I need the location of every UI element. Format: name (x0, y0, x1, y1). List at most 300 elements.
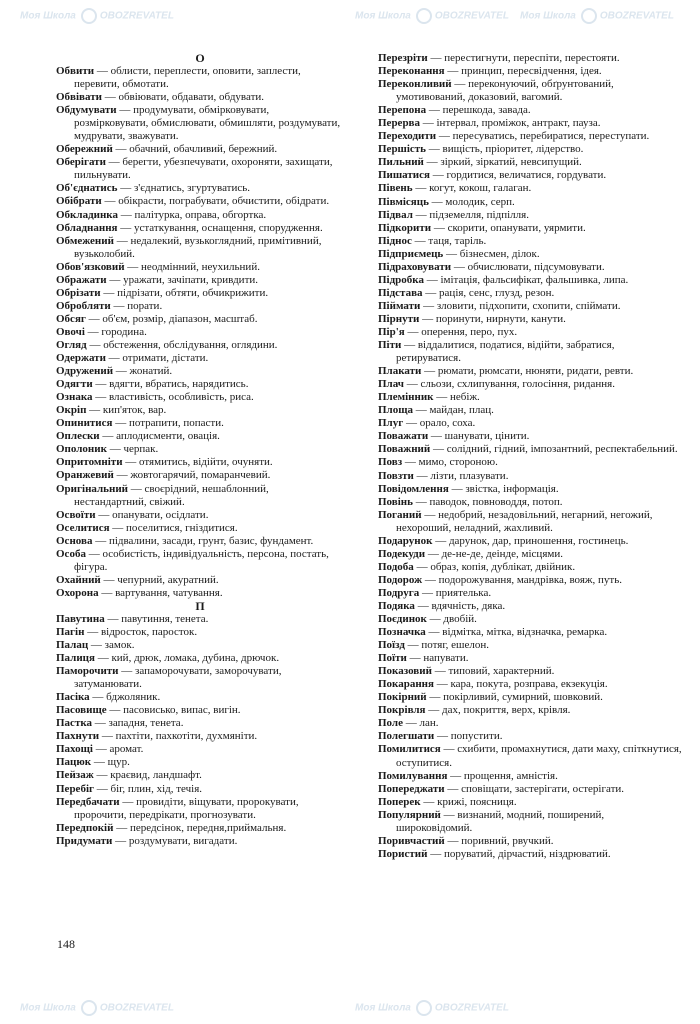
watermark-logo-icon (81, 1000, 97, 1016)
entry-headword: Обвівати (56, 91, 102, 104)
entry-synonyms: — обстеження, обслідування, оглядини. (89, 338, 278, 351)
watermark-brand: OBOZREVATEL (99, 10, 174, 22)
entry-headword: Підвал (378, 208, 413, 221)
entry-headword: Перезріти (378, 52, 428, 64)
entry-synonyms: — щур. (93, 756, 130, 769)
entry-headword: Плуг (378, 417, 404, 430)
entry-synonyms: — обікрасти, пограбувати, обчистити, обідрати. (104, 195, 330, 208)
entry-headword: Подоба (378, 560, 414, 573)
entry-synonyms: — жонатий. (115, 365, 173, 378)
entry-synonyms: — потяг, ешелон. (407, 639, 490, 652)
dictionary-entry (56, 730, 344, 743)
entry-synonyms: — лізти, плазувати. (416, 469, 509, 482)
dictionary-entry (378, 378, 682, 391)
dictionary-entry (56, 156, 344, 182)
entry-synonyms: — роздумувати, вигадати. (115, 834, 238, 847)
entry-headword: Переходити (378, 130, 437, 143)
entry-headword: Пір'я (378, 325, 405, 338)
dictionary-entry (56, 195, 344, 208)
entry-headword: Передпокій (56, 821, 114, 834)
dictionary-entry (378, 339, 682, 365)
entry-synonyms: — краєвид, ландшафт. (96, 769, 202, 782)
dictionary-entry (56, 626, 344, 639)
entry-synonyms: — своєрідний, нешаблонний, нестандартний, свіжий. (74, 482, 269, 508)
entry-synonyms: — перестигнути, переспіти, перестояти. (430, 52, 620, 64)
dictionary-entry (378, 509, 682, 535)
dictionary-entry (378, 613, 682, 626)
dictionary-entry (378, 313, 682, 326)
entry-synonyms: — провидіти, віщувати, пророкувати, пророчити, передрікати, прогнозувати. (74, 795, 299, 821)
entry-synonyms: — попустити. (436, 730, 503, 743)
entry-headword: Плач (378, 378, 404, 391)
dictionary-entry (378, 261, 682, 274)
watermark (20, 1000, 174, 1016)
dictionary-entry (56, 574, 344, 587)
dictionary-entry (378, 78, 682, 104)
entry-synonyms: — майдан, плац. (415, 404, 494, 417)
dictionary-entry (378, 704, 682, 717)
entry-headword: Покірний (378, 691, 427, 704)
entry-synonyms: — гордитися, величатися, гордувати. (432, 169, 607, 182)
entry-headword: Обдумувати (56, 104, 117, 117)
right-column (378, 52, 682, 861)
watermark-logo-icon (416, 8, 432, 24)
entry-headword: Підробка (378, 273, 424, 286)
entry-headword: Обвити (56, 65, 95, 77)
dictionary-entry (378, 196, 682, 209)
entry-headword: Пильний (378, 156, 424, 169)
entry-synonyms: — неодмінний, неухильний. (127, 260, 260, 273)
entry-headword: Поєдинок (378, 613, 427, 626)
entry-headword: Подекуди (378, 547, 426, 560)
entry-headword: Переконливий (378, 78, 452, 91)
dictionary-entry (378, 182, 682, 195)
entry-headword: Першість (378, 143, 427, 156)
entry-synonyms: — особистість, індивідуальність, персона, постать, фігура. (74, 547, 329, 573)
entry-headword: Популярний (378, 808, 441, 821)
entry-headword: Площа (378, 404, 414, 417)
entry-synonyms: — поривний, рвучкий. (447, 834, 554, 847)
entry-headword: Оселитися (56, 521, 110, 534)
entry-synonyms: — прощення, амністія. (450, 769, 558, 782)
entry-headword: Пасіка (56, 691, 90, 704)
dictionary-entry (56, 430, 344, 443)
dictionary-entry (56, 783, 344, 796)
entry-headword: Оберігати (56, 156, 106, 169)
entry-headword: Поїзд (378, 639, 405, 652)
entry-synonyms: — вищість, пріоритет, лідерство. (428, 143, 584, 156)
dictionary-entry (378, 169, 682, 182)
dictionary-entry (378, 470, 682, 483)
entry-synonyms: — уражати, зачіпати, кривдити. (109, 273, 259, 286)
entry-headword: Попереджати (378, 782, 445, 795)
entry-headword: Обкладинка (56, 208, 118, 221)
entry-synonyms: — підземелля, підпілля. (415, 208, 529, 221)
entry-headword: Подруга (378, 586, 420, 599)
watermark-school: Моя Школа (520, 10, 576, 22)
entry-headword: Придумати (56, 834, 113, 847)
dictionary-entry (56, 65, 344, 91)
dictionary-entry (56, 182, 344, 195)
entry-headword: Овочі (56, 325, 85, 338)
entry-headword: Обробляти (56, 299, 111, 312)
entry-synonyms: — де-не-де, деінде, місцями. (427, 547, 563, 560)
entry-headword: Обібрати (56, 195, 102, 208)
dictionary-entry (378, 548, 682, 561)
entry-synonyms: — зіркий, зіркатий, невсипущий. (426, 156, 582, 169)
entry-headword: Опритомніти (56, 456, 123, 469)
entry-headword: Павутина (56, 612, 105, 625)
dictionary-entry (56, 535, 344, 548)
dictionary-entry (378, 222, 682, 235)
entry-synonyms: — крижі, поясниця. (423, 795, 517, 808)
entry-synonyms: — продумувати, обмірковувати, розмірковувати, обмислювати, обмишляти, роздумувати, мудрувати, зважувати. (74, 104, 341, 143)
entry-synonyms: — пересуватись, перебиратися, переступати. (438, 130, 650, 143)
entry-synonyms: — рюмати, рюмсати, нюняти, ридати, ревти. (424, 365, 634, 378)
entry-synonyms: — сповіщати, застерігати, остерігати. (447, 782, 625, 795)
entry-synonyms: — переконуючий, обґрунтований, умотивований, доказовий, вагомий. (396, 78, 614, 104)
entry-headword: Пористий (378, 847, 428, 860)
entry-synonyms: — паводок, повноводдя, потоп. (415, 495, 563, 508)
entry-headword: Пахощі (56, 743, 93, 756)
entry-synonyms: — інтервал, проміжок, антракт, пауза. (422, 117, 601, 130)
entry-synonyms: — замок. (90, 639, 135, 652)
entry-headword: Поривчастий (378, 834, 445, 847)
entry-synonyms: — отямитись, відійти, очуняти. (125, 456, 273, 469)
section-letter: О (195, 51, 205, 65)
entry-synonyms: — черпак. (109, 443, 159, 456)
watermark-school: Моя Школа (20, 10, 76, 22)
entry-headword: Одягти (56, 378, 93, 391)
dictionary-entry (56, 404, 344, 417)
dictionary-entry (378, 209, 682, 222)
entry-synonyms: — відросток, паросток. (87, 625, 198, 638)
dictionary-entry (56, 822, 344, 835)
entry-headword: Поле (378, 717, 403, 730)
dictionary-entry (56, 222, 344, 235)
entry-synonyms: — облисти, переплести, оповити, заплести, перевити, обмотати. (74, 65, 301, 91)
dictionary-entry (56, 209, 344, 222)
entry-headword: Племінник (378, 391, 434, 404)
dictionary-entry (56, 469, 344, 482)
entry-headword: Обладнання (56, 221, 118, 234)
entry-headword: Поперек (378, 795, 421, 808)
entry-synonyms: — підрізати, обтяти, обчикрижити. (103, 286, 269, 299)
entry-synonyms: — імітація, фальсифікат, фальшивка, липа. (426, 273, 629, 286)
dictionary-entry (56, 548, 344, 574)
entry-headword: Підкорити (378, 221, 432, 234)
dictionary-entry (56, 743, 344, 756)
entry-headword: Освоїти (56, 508, 96, 521)
entry-synonyms: — вартування, чатування. (101, 586, 223, 599)
watermark-brand: OBOZREVATEL (99, 1002, 174, 1014)
dictionary-entry (56, 639, 344, 652)
watermark-school: Моя Школа (355, 1002, 411, 1014)
entry-synonyms: — з'єднатись, згуртуватись. (120, 182, 251, 195)
entry-headword: Піймати (378, 299, 421, 312)
dictionary-entry (378, 287, 682, 300)
dictionary-entry (378, 430, 682, 443)
entry-headword: Опинитися (56, 417, 113, 430)
entry-synonyms: — аплодисменти, овація. (102, 430, 220, 443)
entry-synonyms: — павутиння, тенета. (107, 612, 209, 625)
entry-synonyms: — обчислювати, підсумовувати. (453, 260, 605, 273)
entry-synonyms: — кара, покута, розправа, екзекуція. (436, 678, 608, 691)
entry-headword: Подорож (378, 573, 423, 586)
dictionary-entry (56, 704, 344, 717)
entry-headword: Ображати (56, 273, 107, 286)
entry-synonyms: — відмітка, мітка, відзначка, ремарка. (428, 626, 608, 639)
dictionary-entry (56, 652, 344, 665)
entry-synonyms: — чепурний, акуратний. (103, 573, 219, 586)
entry-headword: Плакати (378, 365, 422, 378)
entry-synonyms: — аромат. (95, 743, 144, 756)
entry-headword: Подяка (378, 599, 415, 612)
dictionary-entry (56, 91, 344, 104)
dictionary-entry (378, 600, 682, 613)
entry-synonyms: — кип'яток, вар. (89, 404, 167, 417)
watermark (355, 8, 509, 24)
entry-synonyms: — схибити, промахнутися, дати маху, спіткнутися, оступитися. (396, 743, 682, 769)
entry-synonyms: — покірливий, сумирний, шовковий. (429, 691, 603, 704)
dictionary-entry (56, 613, 344, 626)
entry-synonyms: — дах, покриття, верх, крівля. (428, 704, 571, 717)
dictionary-entry (56, 443, 344, 456)
entry-headword: Полегшати (378, 730, 435, 743)
dictionary-entry (56, 313, 344, 326)
entry-headword: Півень (378, 182, 413, 195)
entry-headword: Повідомлення (378, 482, 449, 495)
entry-headword: Подарунок (378, 534, 433, 547)
entry-synonyms: — принцип, пересвідчення, ідея. (447, 65, 602, 78)
entry-headword: Перепона (378, 104, 427, 117)
watermark-logo-icon (581, 8, 597, 24)
left-column (56, 52, 344, 848)
dictionary-entry (378, 587, 682, 600)
dictionary-entry (378, 796, 682, 809)
entry-headword: Передбачати (56, 795, 120, 808)
dictionary-entry (56, 378, 344, 391)
dictionary-entry (378, 65, 682, 78)
entry-synonyms: — порати. (113, 299, 163, 312)
dictionary-entry (378, 52, 682, 65)
dictionary-entry (378, 143, 682, 156)
watermark-brand: OBOZREVATEL (434, 10, 509, 22)
dictionary-entry (56, 391, 344, 404)
entry-headword: Об'єднатись (56, 182, 118, 195)
entry-headword: Позначка (378, 626, 426, 639)
entry-synonyms: — напувати. (409, 652, 469, 665)
entry-synonyms: — дарунок, дар, приношення, гостинець. (435, 534, 629, 547)
dictionary-entry (378, 730, 682, 743)
entry-headword: Оригінальний (56, 482, 128, 495)
dictionary-entry (56, 769, 344, 782)
entry-synonyms: — образ, копія, дублікат, двійник. (416, 560, 576, 573)
entry-synonyms: — вдягти, вбратись, нарядитись. (95, 378, 249, 391)
entry-headword: Ознака (56, 391, 93, 404)
entry-synonyms: — об'єм, розмір, діапазон, масштаб. (88, 312, 258, 325)
entry-synonyms: — берегти, убезпечувати, охороняти, захищати, пильнувати. (74, 156, 333, 182)
entry-synonyms: — кий, дрюк, ломака, дубина, дрючок. (97, 652, 280, 665)
dictionary-entry (378, 274, 682, 287)
entry-headword: Палац (56, 639, 89, 652)
dictionary-entry (56, 835, 344, 848)
entry-headword: Підстава (378, 286, 423, 299)
watermark-school: Моя Школа (355, 10, 411, 22)
dictionary-entry (378, 235, 682, 248)
dictionary-entry (56, 326, 344, 339)
dictionary-entry (378, 130, 682, 143)
dictionary-entry (56, 522, 344, 535)
entry-headword: Повзти (378, 469, 414, 482)
dictionary-entry (56, 104, 344, 143)
watermark-school: Моя Школа (20, 1002, 76, 1014)
dictionary-entry (378, 156, 682, 169)
entry-headword: Обмежений (56, 234, 114, 247)
dictionary-entry (378, 326, 682, 339)
entry-headword: Перерва (378, 117, 420, 130)
entry-headword: Пагін (56, 625, 85, 638)
entry-headword: Пахнути (56, 730, 100, 743)
entry-synonyms: — запаморочувати, заморочувати, затуманювати. (74, 665, 282, 691)
dictionary-entry (378, 678, 682, 691)
entry-synonyms: — орало, соха. (405, 417, 476, 430)
dictionary-entry (56, 665, 344, 691)
entry-synonyms: — сльози, схлипування, голосіння, ридання. (406, 378, 615, 391)
watermark (355, 1000, 509, 1016)
dictionary-entry (378, 417, 682, 430)
entry-synonyms: — підвалини, засади, грунт, базис, фундамент. (95, 534, 314, 547)
dictionary-entry (56, 796, 344, 822)
dictionary-entry (56, 274, 344, 287)
dictionary-entry (56, 509, 344, 522)
entry-headword: Поважати (378, 430, 429, 443)
dictionary-entry (378, 665, 682, 678)
dictionary-entry (378, 404, 682, 417)
dictionary-entry (56, 339, 344, 352)
dictionary-entry (378, 809, 682, 835)
entry-headword: Ополоник (56, 443, 107, 456)
dictionary-entry (56, 417, 344, 430)
entry-headword: Пейзаж (56, 769, 94, 782)
entry-synonyms: — двобій. (429, 613, 477, 626)
watermark (520, 8, 674, 24)
entry-headword: Охайний (56, 573, 101, 586)
entry-synonyms: — оперення, перо, пух. (407, 325, 518, 338)
entry-headword: Показовий (378, 665, 432, 678)
watermark-brand: OBOZREVATEL (599, 10, 674, 22)
dictionary-entry (56, 587, 344, 600)
entry-synonyms: — приятелька. (422, 586, 492, 599)
entry-synonyms: — опанувати, осідлати. (98, 508, 209, 521)
dictionary-entry (378, 639, 682, 652)
dictionary-entry (378, 104, 682, 117)
entry-headword: Помилитися (378, 743, 441, 756)
dictionary-entry (378, 652, 682, 665)
dictionary-entry (56, 300, 344, 313)
dictionary-entry (56, 456, 344, 469)
entry-headword: Обрізати (56, 286, 101, 299)
dictionary-entry (378, 496, 682, 509)
entry-headword: Обсяг (56, 312, 86, 325)
entry-synonyms: — типовий, характерний. (434, 665, 555, 678)
entry-headword: Підраховувати (378, 260, 452, 273)
dictionary-entry (378, 456, 682, 469)
dictionary-entry (378, 483, 682, 496)
dictionary-entry (56, 261, 344, 274)
dictionary-entry (378, 300, 682, 313)
dictionary-entry (378, 835, 682, 848)
entry-synonyms: — рація, сенс, глузд, резон. (425, 286, 555, 299)
entry-headword: Пацюк (56, 756, 92, 769)
entry-headword: Піти (378, 339, 402, 352)
entry-headword: Пасовище (56, 704, 107, 717)
entry-headword: Помилування (378, 769, 448, 782)
entry-synonyms: — западня, тенета. (94, 717, 184, 730)
entry-headword: Повз (378, 456, 403, 469)
dictionary-entry (378, 443, 682, 456)
entry-headword: Пірнути (378, 312, 420, 325)
entry-synonyms: — властивість, особливість, риса. (95, 391, 254, 404)
entry-headword: Палиця (56, 652, 95, 665)
entry-synonyms: — пасовисько, випас, вигін. (109, 704, 241, 717)
entry-synonyms: — устаткування, оснащення, спорудження. (120, 221, 323, 234)
entry-synonyms: — палітурка, оправа, обгортка. (120, 208, 267, 221)
entry-headword: Підприємець (378, 247, 444, 260)
entry-synonyms: — солідний, гідний, імпозантний, респектабельний. (432, 443, 678, 456)
dictionary-entry (378, 561, 682, 574)
entry-synonyms: — городина. (87, 325, 147, 338)
entry-headword: Поганий (378, 508, 422, 521)
entry-synonyms: — визнаний, модний, поширений, широковідомий. (396, 808, 605, 834)
entry-headword: Одержати (56, 352, 106, 365)
entry-headword: Огляд (56, 338, 87, 351)
section-letter: П (195, 598, 205, 613)
entry-headword: Пастка (56, 717, 93, 730)
entry-headword: Покрівля (378, 704, 426, 717)
dictionary-entry (378, 535, 682, 548)
entry-headword: Переконання (378, 65, 445, 78)
dictionary-entry (378, 783, 682, 796)
dictionary-entry (56, 756, 344, 769)
entry-synonyms: — мимо, стороною. (404, 456, 498, 469)
entry-synonyms: — передсінок, передня,приймальня. (116, 821, 287, 834)
watermark-logo-icon (81, 8, 97, 24)
entry-synonyms: — зловити, підхопити, схопити, спіймати. (423, 299, 621, 312)
entry-synonyms: — шанувати, цінити. (430, 430, 530, 443)
dictionary-entry (378, 626, 682, 639)
dictionary-entry (378, 691, 682, 704)
entry-synonyms: — молодик, серп. (431, 195, 515, 208)
dictionary-entry (56, 483, 344, 509)
dictionary-entry (378, 770, 682, 783)
entry-headword: Пишатися (378, 169, 430, 182)
entry-synonyms: — перешкода, завада. (428, 104, 531, 117)
entry-synonyms: — біг, плин, хід, течія. (96, 782, 203, 795)
entry-synonyms: — поруватий, дірчастий, ніздрюватий. (430, 847, 611, 860)
entry-headword: Обережний (56, 143, 113, 156)
dictionary-entry (56, 691, 344, 704)
entry-headword: Охорона (56, 586, 99, 599)
dictionary-entry (378, 717, 682, 730)
entry-headword: Поважний (378, 443, 431, 456)
watermark-logo-icon (416, 1000, 432, 1016)
entry-headword: Окріп (56, 404, 87, 417)
entry-headword: Півмісяць (378, 195, 429, 208)
entry-synonyms: — віддалитися, податися, відійти, забратися, ретируватися. (396, 339, 615, 365)
dictionary-entry (378, 574, 682, 587)
entry-synonyms: — подорожування, мандрівка, вояж, путь. (424, 573, 622, 586)
